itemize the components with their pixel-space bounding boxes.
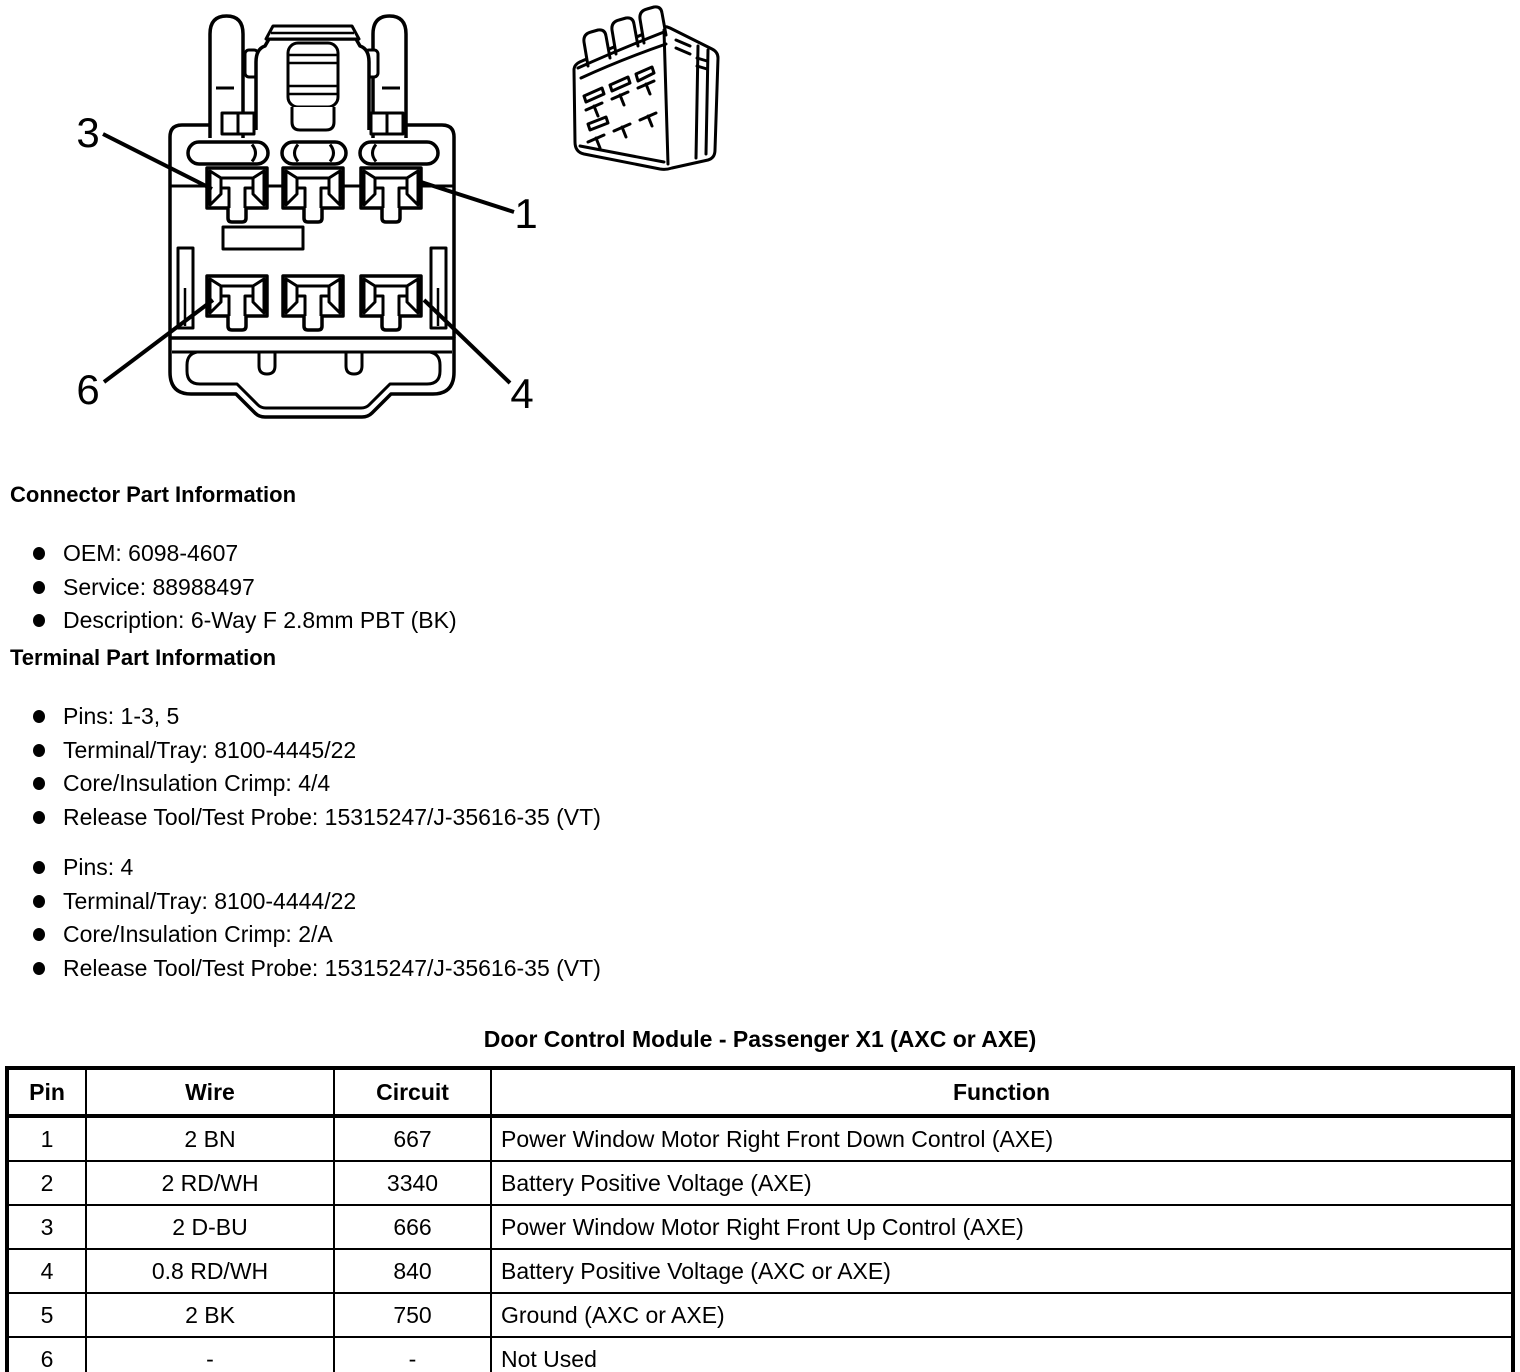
list-item (0, 571, 457, 605)
table-row (7, 1205, 1513, 1249)
list-item (0, 851, 601, 885)
list-item-text: Description: 6-Way F 2.8mm PBT (BK) (63, 607, 457, 634)
cell-pin: 1 (7, 1116, 86, 1161)
pin-table-title: Door Control Module - Passenger X1 (AXC or AXE) (483, 1026, 1037, 1052)
list-item (0, 952, 601, 986)
column-header-function: Function (491, 1068, 1513, 1116)
connector-diagram-svg (0, 0, 780, 450)
bullet-icon (33, 811, 45, 824)
callout-1: 1 (514, 190, 538, 237)
cell-pin: 4 (7, 1249, 86, 1293)
table-row (7, 1161, 1513, 1205)
connector-skirt (170, 338, 454, 417)
cell-wire: 2 BN (86, 1116, 334, 1161)
cell-circuit: 3340 (334, 1161, 491, 1205)
bullet-icon (33, 928, 45, 941)
cell-function: Ground (AXC or AXE) (491, 1293, 1513, 1337)
cell-function: Battery Positive Voltage (AXE) (491, 1161, 1513, 1205)
list-item-text: OEM: 6098-4607 (63, 540, 239, 567)
connector-part-list (0, 537, 457, 638)
list-item (0, 734, 601, 768)
connector-part-heading: Connector Part Information (10, 482, 297, 507)
terminal-part-heading: Terminal Part Information (10, 645, 277, 670)
list-item-text: Terminal/Tray: 8100-4444/22 (63, 887, 357, 914)
cell-wire: 0.8 RD/WH (86, 1249, 334, 1293)
column-header-pin: Pin (7, 1068, 86, 1116)
list-item (0, 767, 601, 801)
terminal-part-list-pins-4 (0, 851, 601, 985)
cell-pin: 5 (7, 1293, 86, 1337)
table-header-row (7, 1068, 1513, 1116)
list-item-text: Pins: 1-3, 5 (63, 703, 180, 730)
table-row (7, 1249, 1513, 1293)
connector-front-view (170, 16, 454, 417)
list-item-text: Core/Insulation Crimp: 4/4 (63, 770, 331, 797)
cell-wire: 2 RD/WH (86, 1161, 334, 1205)
cell-circuit: 750 (334, 1293, 491, 1337)
cell-circuit: 840 (334, 1249, 491, 1293)
list-item (0, 885, 601, 919)
cell-function: Battery Positive Voltage (AXC or AXE) (491, 1249, 1513, 1293)
cell-wire: - (86, 1337, 334, 1372)
bullet-icon (33, 777, 45, 790)
list-item (0, 537, 457, 571)
pin-table (5, 1066, 1515, 1372)
list-item-text: Terminal/Tray: 8100-4445/22 (63, 736, 357, 763)
cell-pin: 6 (7, 1337, 86, 1372)
connector-3d-view (574, 7, 718, 169)
bullet-icon (33, 581, 45, 594)
bullet-icon (33, 614, 45, 627)
bullet-icon (33, 962, 45, 975)
bullet-icon (33, 895, 45, 908)
list-item (0, 604, 457, 638)
list-item-text: Release Tool/Test Probe: 15315247/J-35616-35 (VT) (63, 954, 601, 981)
table-row (7, 1293, 1513, 1337)
table-row (7, 1337, 1513, 1372)
cell-circuit: - (334, 1337, 491, 1372)
list-item-text: Pins: 4 (63, 854, 134, 881)
table-row (7, 1116, 1513, 1161)
column-header-wire: Wire (86, 1068, 334, 1116)
callout-3: 3 (76, 109, 100, 156)
cell-wire: 2 BK (86, 1293, 334, 1337)
cell-function: Not Used (491, 1337, 1513, 1372)
cell-function: Power Window Motor Right Front Down Control (AXE) (491, 1116, 1513, 1161)
list-item (0, 700, 601, 734)
bullet-icon (33, 744, 45, 757)
cell-circuit: 667 (334, 1116, 491, 1161)
callout-6: 6 (76, 366, 100, 413)
column-header-circuit: Circuit (334, 1068, 491, 1116)
list-item (0, 918, 601, 952)
cell-pin: 2 (7, 1161, 86, 1205)
terminal-part-list-pins-1-3-5 (0, 700, 601, 834)
list-item-text: Service: 88988497 (63, 573, 255, 600)
list-item (0, 801, 601, 835)
cell-circuit: 666 (334, 1205, 491, 1249)
cell-pin: 3 (7, 1205, 86, 1249)
connector-diagram (0, 0, 780, 450)
bullet-icon (33, 861, 45, 874)
callout-4: 4 (510, 370, 534, 417)
list-item-text: Core/Insulation Crimp: 2/A (63, 921, 333, 948)
list-item-text: Release Tool/Test Probe: 15315247/J-35616-35 (VT) (63, 803, 601, 830)
bullet-icon (33, 710, 45, 723)
bullet-icon (33, 547, 45, 560)
cell-wire: 2 D-BU (86, 1205, 334, 1249)
cell-function: Power Window Motor Right Front Up Control (AXE) (491, 1205, 1513, 1249)
